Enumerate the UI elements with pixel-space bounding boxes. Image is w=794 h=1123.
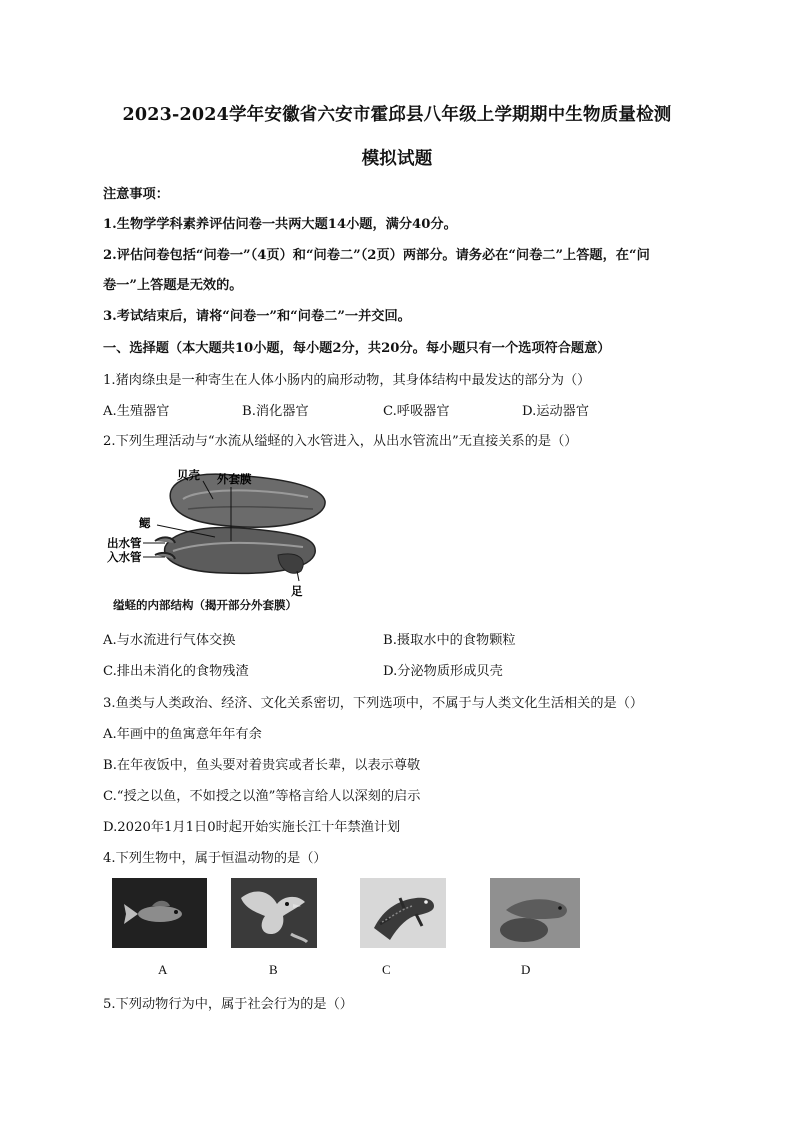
figure-label-incurrent-siphon: 入水管 bbox=[107, 550, 142, 564]
razor-clam-illustration bbox=[103, 459, 353, 599]
figure-label-gill: 鳃 bbox=[139, 516, 151, 530]
question-1-stem: 1.猪肉绦虫是一种寄生在人体小肠内的扁形动物，其身体结构中最发达的部分为（） bbox=[103, 373, 591, 388]
question-3-option-a: A.年画中的鱼寓意年年有余 bbox=[103, 727, 262, 742]
photo-label-a: A bbox=[158, 962, 168, 977]
section-heading: 一、选择题（本大题共10小题，每小题2分，共20分。每小题只有一个选项符合题意） bbox=[103, 341, 611, 356]
question-5-stem: 5.下列动物行为中，属于社会行为的是（） bbox=[103, 997, 353, 1012]
figure-caption: 缢蛏的内部结构（揭开部分外套膜） bbox=[113, 598, 297, 612]
notice-item-2: 2.评估问卷包括“问卷一”（4页）和“问卷二”（2页）两部分。请务必在“问卷二”上答题，在“问 bbox=[103, 248, 650, 263]
notice-item-2-cont: 卷一”上答题是无效的。 bbox=[103, 278, 243, 293]
question-2-option-d: D.分泌物质形成贝壳 bbox=[383, 664, 503, 679]
photo-label-b: B bbox=[269, 962, 278, 977]
bird-photo bbox=[231, 878, 317, 948]
photo-label-c: C bbox=[382, 962, 391, 977]
question-2-option-c: C.排出未消化的食物残渣 bbox=[103, 664, 249, 679]
question-1-option-d: D.运动器官 bbox=[522, 404, 590, 419]
figure-label-foot: 足 bbox=[291, 584, 303, 598]
photo-label-d: D bbox=[521, 962, 531, 977]
question-3-stem: 3.鱼类与人类政治、经济、文化关系密切，下列选项中，不属于与人类文化生活相关的是（） bbox=[103, 696, 644, 711]
question-3-option-d: D.2020年1月1日0时起开始实施长江十年禁渔计划 bbox=[103, 820, 401, 835]
amphibian-photo bbox=[490, 878, 580, 948]
figure-label-mantle: 外套膜 bbox=[217, 472, 252, 486]
page-title: 2023-2024学年安徽省六安市霍邱县八年级上学期期中生物质量检测 bbox=[122, 105, 672, 125]
notice-heading: 注意事项： bbox=[103, 187, 169, 202]
fish-photo bbox=[112, 878, 207, 948]
question-4-stem: 4.下列生物中，属于恒温动物的是（） bbox=[103, 851, 327, 866]
page-subtitle: 模拟试题 bbox=[361, 149, 433, 169]
razor-clam-figure bbox=[103, 459, 353, 619]
question-3-option-b: B.在年夜饭中，鱼头要对着贵宾或者长辈，以表示尊敬 bbox=[103, 758, 421, 773]
notice-item-1: 1.生物学学科素养评估问卷一共两大题14小题，满分40分。 bbox=[103, 217, 457, 232]
question-2-option-a: A.与水流进行气体交换 bbox=[103, 633, 236, 648]
question-2-stem: 2.下列生理活动与“水流从缢蛏的入水管进入，从出水管流出”无直接关系的是（） bbox=[103, 434, 578, 449]
lizard-photo bbox=[360, 878, 446, 948]
notice-item-3: 3.考试结束后，请将“问卷一”和“问卷二”一并交回。 bbox=[103, 309, 411, 324]
question-1-option-b: B.消化器官 bbox=[242, 404, 309, 419]
question-2-option-b: B.摄取水中的食物颗粒 bbox=[383, 633, 516, 648]
question-1-option-a: A.生殖器官 bbox=[103, 404, 170, 419]
figure-label-shell: 贝壳 bbox=[177, 468, 200, 482]
question-3-option-c: C.“授之以鱼，不如授之以渔”等格言给人以深刻的启示 bbox=[103, 789, 421, 804]
figure-label-excurrent-siphon: 出水管 bbox=[107, 536, 142, 550]
question-1-option-c: C.呼吸器官 bbox=[383, 404, 450, 419]
